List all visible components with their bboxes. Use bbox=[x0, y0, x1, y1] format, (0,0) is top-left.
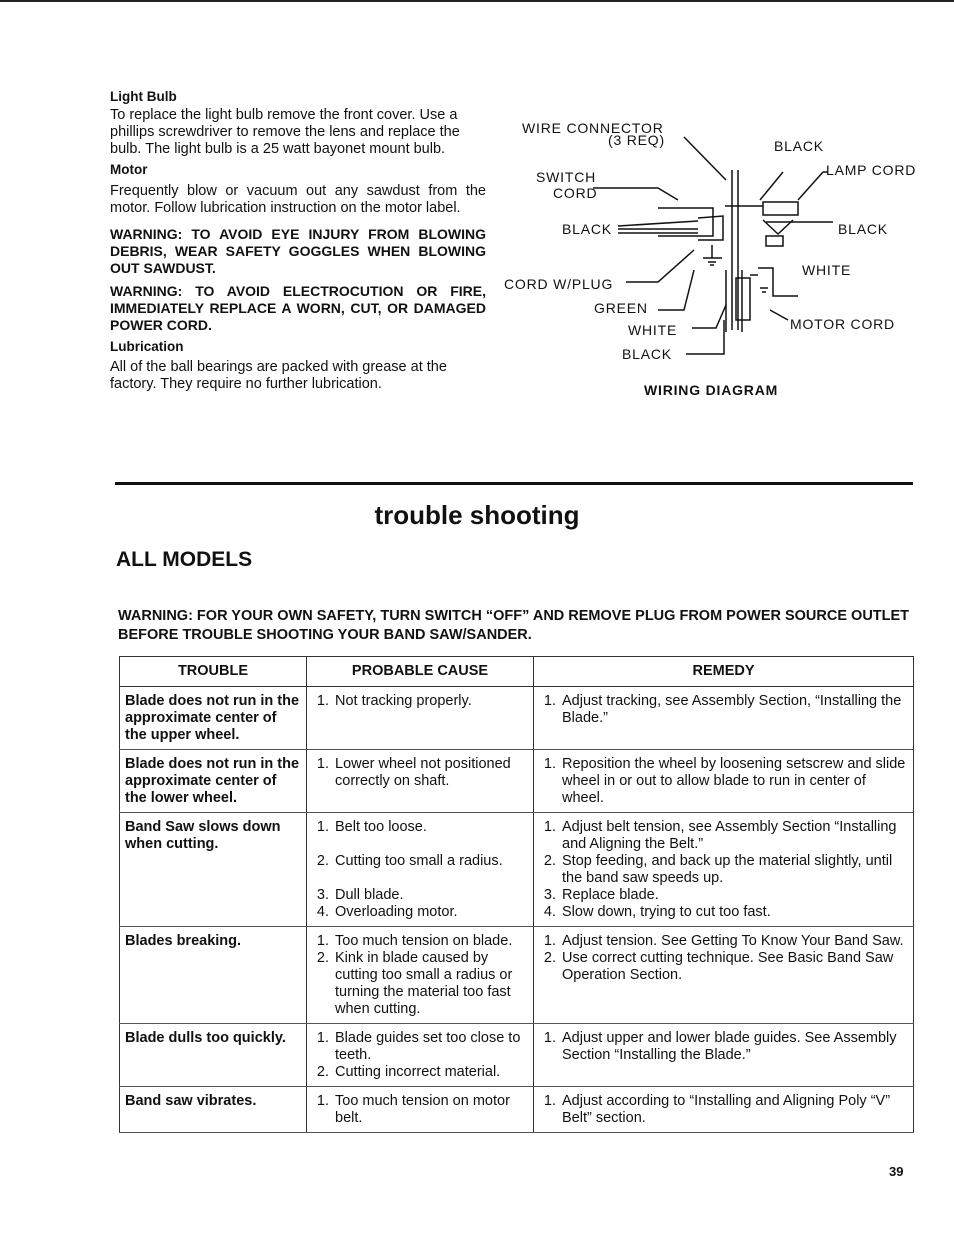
motor-heading: Motor bbox=[110, 162, 148, 177]
remedy-item: 1. Adjust upper and lower blade guides. See Assembly Section “Installing the Blade.” bbox=[560, 1030, 909, 1064]
safety-warning: WARNING: FOR YOUR OWN SAFETY, TURN SWITCH “OFF” AND REMOVE PLUG FROM POWER SOURCE OUTLET BEFORE TROUBLE SHOOTING YOUR BAND SAW/SANDER. bbox=[118, 608, 910, 643]
cause-item: 1. Lower wheel not positioned correctly on shaft. bbox=[333, 756, 529, 790]
remedy-cell bbox=[534, 927, 914, 1024]
remedy-cell bbox=[534, 813, 914, 927]
diagram-caption: WIRING DIAGRAM bbox=[644, 382, 779, 398]
table-row bbox=[120, 927, 914, 1024]
cause-item: 1. Too much tension on motor belt. bbox=[333, 1093, 529, 1127]
cause-item: 1. Too much tension on blade. bbox=[333, 933, 529, 950]
cause-cell bbox=[307, 687, 534, 750]
cause-item: 2. Cutting incorrect material. bbox=[333, 1064, 529, 1081]
trouble-cell: Band Saw slows down when cutting. bbox=[120, 813, 307, 927]
models-heading: ALL MODELS bbox=[116, 548, 253, 571]
table-row bbox=[120, 1024, 914, 1087]
remedy-item: 2. Stop feeding, and back up the material slightly, until the band saw speeds up. bbox=[560, 853, 909, 887]
light-bulb-heading: Light Bulb bbox=[110, 89, 177, 104]
table-row bbox=[120, 813, 914, 927]
wiring-diagram bbox=[498, 110, 938, 410]
label-white-left: WHITE bbox=[628, 322, 678, 338]
cause-item: 2. Cutting too small a radius. bbox=[333, 853, 529, 870]
table-header-row bbox=[120, 657, 914, 687]
lubrication-heading: Lubrication bbox=[110, 339, 184, 354]
electrocution-warning: WARNING: TO AVOID ELECTROCUTION OR FIRE, IMMEDIATELY REPLACE A WORN, CUT, OR DAMAGED POWER CORD. bbox=[110, 283, 486, 333]
eye-injury-warning: WARNING: TO AVOID EYE INJURY FROM BLOWING DEBRIS, WEAR SAFETY GOGGLES WHEN BLOWING OUT SAWDUST. bbox=[110, 226, 486, 276]
remedy-item: 1. Reposition the wheel by loosening setscrew and slide wheel in or out to allow blade to run in center of wheel. bbox=[560, 756, 909, 807]
trouble-cell: Blades breaking. bbox=[120, 927, 307, 1024]
cause-item: 4. Overloading motor. bbox=[333, 904, 529, 921]
header-trouble: TROUBLE bbox=[120, 657, 307, 687]
label-req: (3 REQ) bbox=[608, 132, 665, 148]
cause-item: 1. Belt too loose. bbox=[333, 819, 529, 836]
trouble-shooting-table bbox=[119, 656, 914, 1133]
label-black-left: BLACK bbox=[562, 221, 612, 237]
label-black-right: BLACK bbox=[838, 221, 888, 237]
cause-cell bbox=[307, 1024, 534, 1087]
table-row bbox=[120, 750, 914, 813]
page-number: 39 bbox=[889, 1164, 904, 1179]
label-motor-cord: MOTOR CORD bbox=[790, 316, 895, 332]
label-cord-w-plug: CORD W/PLUG bbox=[504, 276, 614, 292]
top-rule bbox=[0, 0, 954, 2]
table-row bbox=[120, 687, 914, 750]
cause-item: 1. Not tracking properly. bbox=[333, 693, 529, 710]
maintenance-column bbox=[110, 88, 486, 396]
header-remedy: REMEDY bbox=[534, 657, 914, 687]
cause-cell bbox=[307, 927, 534, 1024]
label-lamp-cord: LAMP CORD bbox=[826, 162, 917, 178]
motor-text: Frequently blow or vacuum out any sawdust from the motor. Follow lubrication instruction on the motor label. bbox=[110, 183, 486, 216]
table-row bbox=[120, 1087, 914, 1133]
remedy-item: 1. Adjust tension. See Getting To Know Your Band Saw. bbox=[560, 933, 909, 950]
cause-item: 2. Kink in blade caused by cutting too small a radius or turning the material too fast when cutting. bbox=[333, 950, 529, 1018]
remedy-item: 3. Replace blade. bbox=[560, 887, 909, 904]
label-wire-connector: WIRE CONNECTOR bbox=[522, 120, 664, 136]
cause-cell bbox=[307, 750, 534, 813]
trouble-cell: Blade does not run in the approximate center of the lower wheel. bbox=[120, 750, 307, 813]
remedy-item: 2. Use correct cutting technique. See Basic Band Saw Operation Section. bbox=[560, 950, 909, 984]
label-green: GREEN bbox=[594, 300, 648, 316]
label-cord: CORD bbox=[553, 185, 598, 201]
label-switch: SWITCH bbox=[536, 169, 597, 185]
header-probable-cause: PROBABLE CAUSE bbox=[307, 657, 534, 687]
remedy-item: 1. Adjust belt tension, see Assembly Section “Installing and Aligning the Belt.” bbox=[560, 819, 909, 853]
trouble-cell: Band saw vibrates. bbox=[120, 1087, 307, 1133]
section-divider bbox=[115, 482, 913, 485]
cause-item: 3. Dull blade. bbox=[333, 887, 529, 904]
light-bulb-text: To replace the light bulb remove the front cover. Use a phillips screwdriver to remove the lens and replace the bulb. The light bulb is a 25 watt bayonet mount bulb. bbox=[110, 107, 460, 157]
remedy-cell bbox=[534, 687, 914, 750]
section-title: trouble shooting bbox=[374, 500, 580, 530]
remedy-item: 1. Adjust tracking, see Assembly Section, “Installing the Blade.” bbox=[560, 693, 909, 727]
cause-item: 1. Blade guides set too close to teeth. bbox=[333, 1030, 529, 1064]
trouble-cell: Blade does not run in the approximate center of the upper wheel. bbox=[120, 687, 307, 750]
label-white-right: WHITE bbox=[802, 262, 852, 278]
label-black-top: BLACK bbox=[774, 138, 824, 154]
lubrication-text: All of the ball bearings are packed with grease at the factory. They require no further lubrication. bbox=[110, 359, 447, 392]
remedy-cell bbox=[534, 750, 914, 813]
remedy-cell bbox=[534, 1024, 914, 1087]
label-black-bottom: BLACK bbox=[622, 346, 672, 362]
remedy-cell bbox=[534, 1087, 914, 1133]
trouble-cell: Blade dulls too quickly. bbox=[120, 1024, 307, 1087]
remedy-item: 1. Adjust according to “Installing and Aligning Poly “V” Belt” section. bbox=[560, 1093, 909, 1127]
remedy-item: 4. Slow down, trying to cut too fast. bbox=[560, 904, 909, 921]
cause-cell bbox=[307, 813, 534, 927]
cause-cell bbox=[307, 1087, 534, 1133]
